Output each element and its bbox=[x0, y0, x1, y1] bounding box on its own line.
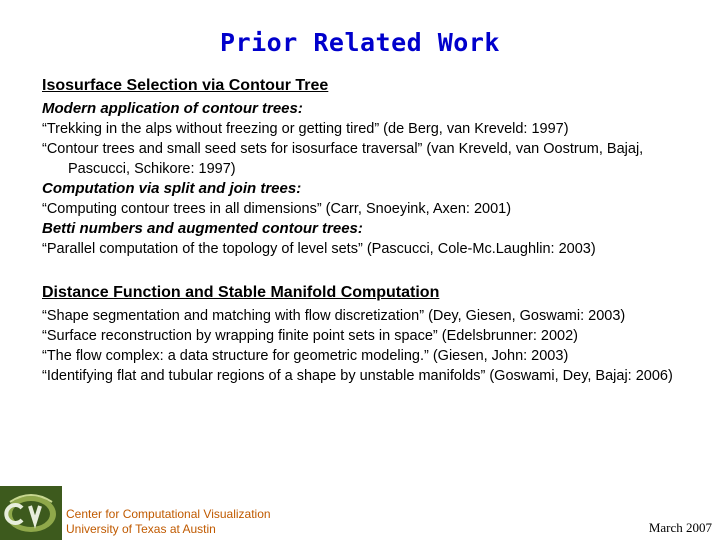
section-heading-distance-function: Distance Function and Stable Manifold Computation bbox=[42, 284, 440, 301]
subheading-betti-numbers: Betti numbers and augmented contour trees: bbox=[42, 220, 363, 237]
reference-item: “The flow complex: a data structure for geometric modeling.” (Giesen, John: 2003) bbox=[42, 348, 569, 364]
footer-org-line2: University of Texas at Austin bbox=[66, 522, 216, 536]
section-heading-contour-tree: Isosurface Selection via Contour Tree bbox=[42, 77, 329, 94]
reference-item: “Shape segmentation and matching with flow discretization” (Dey, Giesen, Goswami: 2003) bbox=[42, 308, 626, 324]
subheading-modern-application: Modern application of contour trees: bbox=[42, 100, 303, 117]
reference-item: “Identifying flat and tubular regions of a shape by unstable manifolds” (Goswami, Dey, Bajaj: 2006) bbox=[42, 368, 673, 384]
subheading-split-join-trees: Computation via split and join trees: bbox=[42, 180, 302, 197]
slide-title: Prior Related Work bbox=[220, 28, 500, 57]
footer-org-line1: Center for Computational Visualization bbox=[66, 507, 271, 521]
reference-item: “Parallel computation of the topology of level sets” (Pascucci, Cole-Mc.Laughlin: 2003) bbox=[42, 241, 596, 257]
footer-date: March 2007 bbox=[648, 520, 712, 535]
section-gap bbox=[42, 259, 702, 283]
ccv-logo-icon bbox=[0, 486, 62, 540]
reference-item: “Surface reconstruction by wrapping finite point sets in space” (Edelsbrunner: 2002) bbox=[42, 328, 578, 344]
reference-item: “Trekking in the alps without freezing or getting tired” (de Berg, van Kreveld: 1997) bbox=[42, 121, 569, 137]
footer-organization bbox=[66, 507, 271, 537]
reference-item: “Contour trees and small seed sets for isosurface traversal” (van Kreveld, van Oostrum, Bajaj, Pascucci, Schikore: 1997) bbox=[42, 141, 644, 177]
slide-content bbox=[42, 76, 702, 386]
reference-item: “Computing contour trees in all dimensions” (Carr, Snoeyink, Axen: 2001) bbox=[42, 201, 512, 217]
